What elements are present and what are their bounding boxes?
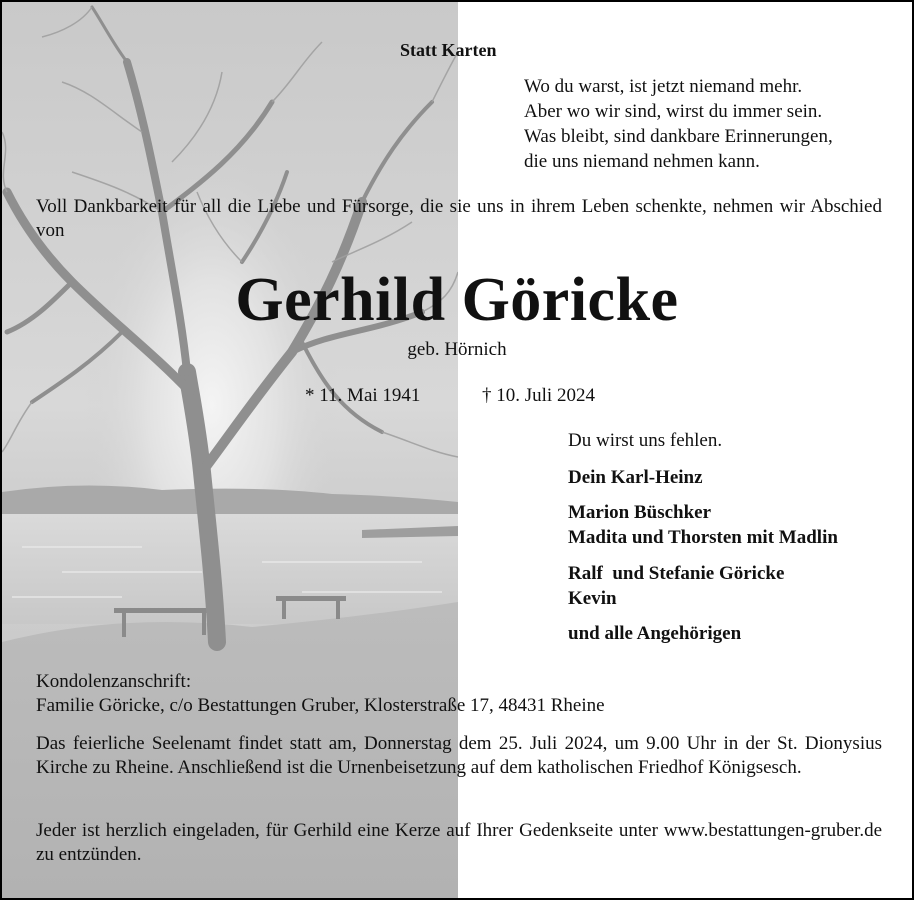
poem-line: Was bleibt, sind dankbare Erinnerungen, xyxy=(524,126,833,147)
family-line: Kevin xyxy=(568,588,617,609)
death-date: † 10. Juli 2024 xyxy=(482,385,595,406)
miss-you-text: Du wirst uns fehlen. xyxy=(568,430,723,451)
poem-line: Wo du warst, ist jetzt niemand mehr. xyxy=(524,76,803,97)
service-text: Das feierliche Seelenamt findet statt am, Donnerstag dem 25. Juli 2024, um 9.00 Uhr in der St. Dionysius Kirche zu Rheine. Anschließend ist die Urnenbeisetzung auf dem katholischen Friedhof Königsesch. xyxy=(36,733,882,778)
maiden-name: geb. Hörnich xyxy=(407,339,507,360)
condolence-label: Kondolenzanschrift: xyxy=(36,671,192,692)
condolence-address: Familie Göricke, c/o Bestattungen Gruber, Klosterstraße 17, 48431 Rheine xyxy=(36,695,605,716)
family-line: Ralf und Stefanie Göricke xyxy=(568,563,785,584)
poem-line: Aber wo wir sind, wirst du immer sein. xyxy=(524,101,823,122)
family-line: Madita und Thorsten mit Madlin xyxy=(568,527,838,548)
deceased-name: Gerhild Göricke xyxy=(235,266,679,334)
family-line: Marion Büschker xyxy=(568,502,712,523)
intro-text: Voll Dankbarkeit für all die Liebe und Fürsorge, die sie uns in ihrem Leben schenkte, nehmen wir Abschied von xyxy=(36,196,882,241)
header-statt-karten: Statt Karten xyxy=(400,40,497,60)
family-line: Dein Karl-Heinz xyxy=(568,467,703,488)
birth-date: * 11. Mai 1941 xyxy=(305,385,421,406)
poem xyxy=(524,75,833,175)
poem-line: die uns niemand nehmen kann. xyxy=(524,151,760,172)
family-line: und alle Angehörigen xyxy=(568,623,742,644)
invitation-text: Jeder ist herzlich eingeladen, für Gerhild eine Kerze auf Ihrer Gedenkseite unter www.bestattungen-gruber.de zu entzünden. xyxy=(36,820,882,865)
